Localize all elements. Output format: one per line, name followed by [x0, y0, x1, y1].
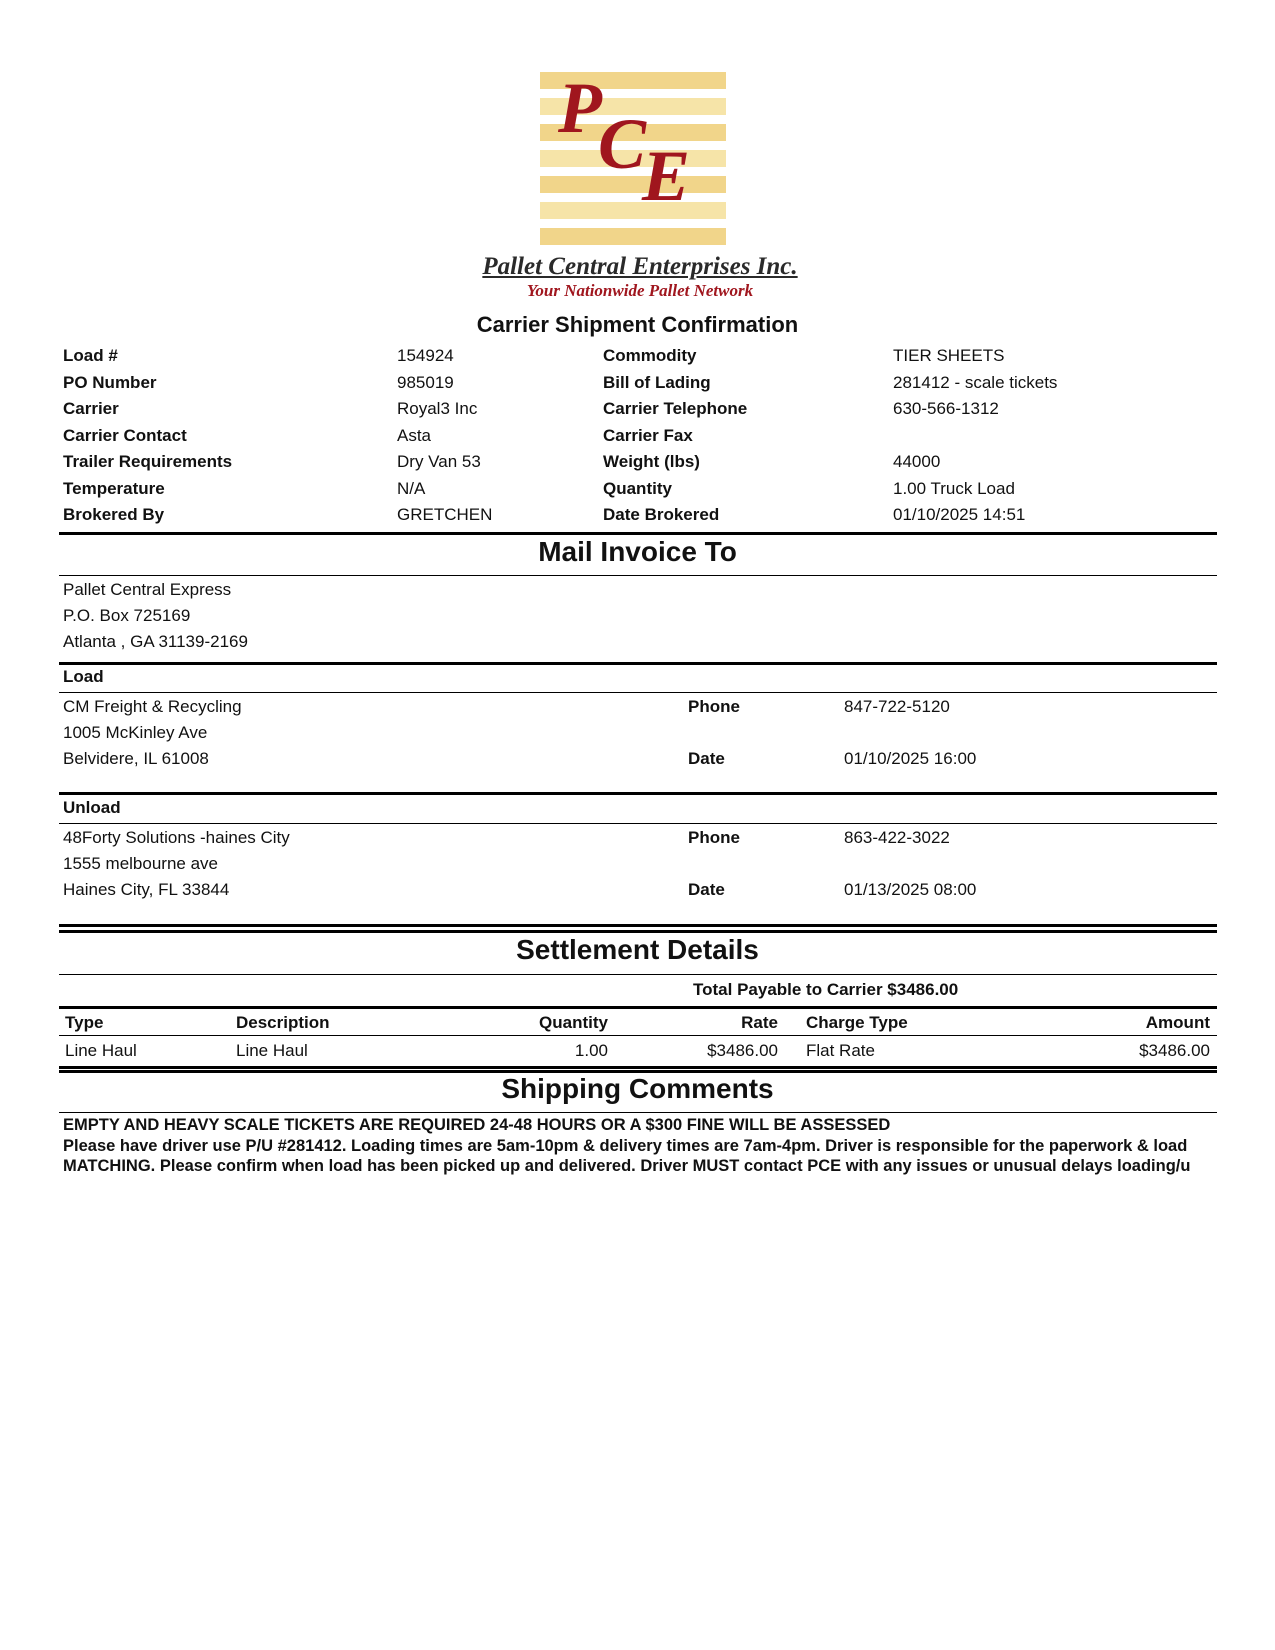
load-date-label: Date: [688, 749, 725, 768]
info-label: Trailer Requirements: [63, 452, 233, 471]
company-logo: [470, 60, 810, 310]
divider: [59, 1112, 1217, 1113]
load-name: CM Freight & Recycling: [63, 697, 242, 716]
company-tagline: Your Nationwide Pallet Network: [526, 281, 754, 300]
cell-quantity: 1.00: [574, 1041, 608, 1060]
divider: [59, 823, 1217, 824]
divider: [59, 974, 1217, 975]
unload-date-label: Date: [688, 880, 725, 899]
cell-description: Line Haul: [236, 1041, 308, 1060]
info-value: 281412 - scale tickets: [893, 372, 1058, 392]
info-value: 01/10/2025 14:51: [893, 505, 1026, 524]
info-label: Temperature: [63, 478, 165, 498]
load-heading: Load: [63, 667, 104, 686]
info-row: [63, 373, 1218, 400]
info-value: 154924: [397, 346, 454, 365]
comment-warning: EMPTY AND HEAVY SCALE TICKETS ARE REQUIRED 24-48 HOURS OR A $300 FINE WILL BE ASSESSED: [63, 1116, 891, 1134]
info-value: 630-566-1312: [893, 399, 999, 418]
invoice-address-line: Atlanta , GA 31139-2169: [63, 632, 248, 651]
load-city: Belvidere, IL 61008: [63, 749, 209, 768]
cell-charge-type: Flat Rate: [806, 1041, 875, 1060]
info-row: [63, 426, 1218, 453]
col-header-quantity: Quantity: [539, 1013, 608, 1032]
load-date: 01/10/2025 16:00: [844, 749, 977, 768]
load-phone: 847-722-5120: [844, 697, 950, 716]
svg-text:E: E: [642, 136, 691, 216]
invoice-address-line: P.O. Box 725169: [63, 606, 191, 625]
info-label: Weight (lbs): [603, 452, 700, 471]
info-row: [63, 452, 1218, 479]
mail-invoice-heading: Mail Invoice To: [538, 536, 737, 567]
divider: [59, 930, 1217, 933]
info-value: 1.00 Truck Load: [893, 478, 1015, 498]
info-label: PO Number: [63, 372, 157, 392]
info-label: Carrier Contact: [63, 425, 187, 445]
col-header-amount: Amount: [1145, 1013, 1210, 1032]
unload-phone-label: Phone: [688, 828, 740, 847]
info-label: Commodity: [603, 346, 697, 365]
unload-name: 48Forty Solutions -haines City: [63, 828, 290, 847]
info-value: Asta: [397, 425, 432, 445]
cell-type: Line Haul: [65, 1041, 137, 1060]
cell-amount: $3486.00: [1139, 1041, 1210, 1060]
svg-text:P: P: [558, 68, 602, 148]
info-value: GRETCHEN: [397, 505, 493, 524]
comment-instructions: Please have driver use P/U #281412. Loading times are 5am-10pm & delivery times are 7am-4pm. Driver is responsible for the paperwork & load MATCHING. Please confirm when load has been picked up and delivered. Driver MUST contact PCE with any issues or unusual delays loading/u: [63, 1137, 1191, 1175]
info-row: [63, 346, 1218, 373]
divider: [59, 1035, 1217, 1036]
logo-letters-pce: [540, 60, 740, 260]
unload-date: 01/13/2025 08:00: [844, 880, 977, 899]
divider: [59, 662, 1217, 665]
unload-phone: 863-422-3022: [844, 828, 950, 847]
divider: [59, 792, 1217, 795]
unload-city: Haines City, FL 33844: [63, 880, 230, 899]
load-address: 1005 McKinley Ave: [63, 723, 208, 742]
unload-address: 1555 melbourne ave: [63, 854, 219, 873]
col-header-type: Type: [65, 1013, 104, 1032]
invoice-address-line: Pallet Central Express: [63, 580, 232, 599]
divider: [59, 532, 1217, 535]
info-label: Brokered By: [63, 505, 165, 524]
unload-heading: Unload: [63, 798, 121, 817]
info-value: TIER SHEETS: [893, 346, 1005, 365]
info-label: Carrier Telephone: [603, 399, 748, 418]
cell-rate: $3486.00: [707, 1041, 778, 1060]
divider: [59, 1006, 1217, 1009]
comments-heading: Shipping Comments: [501, 1073, 774, 1104]
total-payable: Total Payable to Carrier $3486.00: [693, 980, 959, 999]
info-label: Quantity: [603, 478, 672, 498]
shipment-info-grid: [63, 346, 1218, 532]
settlement-heading: Settlement Details: [516, 934, 759, 965]
load-phone-label: Phone: [688, 697, 740, 716]
info-row: [63, 505, 1218, 532]
info-value: N/A: [397, 478, 426, 498]
info-label: Load #: [63, 346, 118, 365]
svg-text:C: C: [598, 104, 647, 184]
col-header-rate: Rate: [741, 1013, 778, 1032]
info-label: Carrier: [63, 399, 119, 418]
page-title: Carrier Shipment Confirmation: [476, 312, 799, 337]
divider: [59, 1066, 1217, 1069]
col-header-description: Description: [236, 1013, 330, 1032]
info-label: Date Brokered: [603, 505, 720, 524]
info-value: 44000: [893, 452, 941, 471]
divider: [59, 692, 1217, 693]
info-row: [63, 399, 1218, 426]
col-header-charge-type: Charge Type: [806, 1013, 908, 1032]
info-value: Dry Van 53: [397, 452, 481, 471]
divider: [59, 924, 1217, 927]
divider: [59, 575, 1217, 576]
info-row: [63, 479, 1218, 506]
info-label: Carrier Fax: [603, 425, 693, 445]
company-name: Pallet Central Enterprises Inc.: [482, 253, 798, 280]
info-value: 985019: [397, 372, 454, 392]
info-label: Bill of Lading: [603, 372, 711, 392]
info-value: Royal3 Inc: [397, 399, 478, 418]
